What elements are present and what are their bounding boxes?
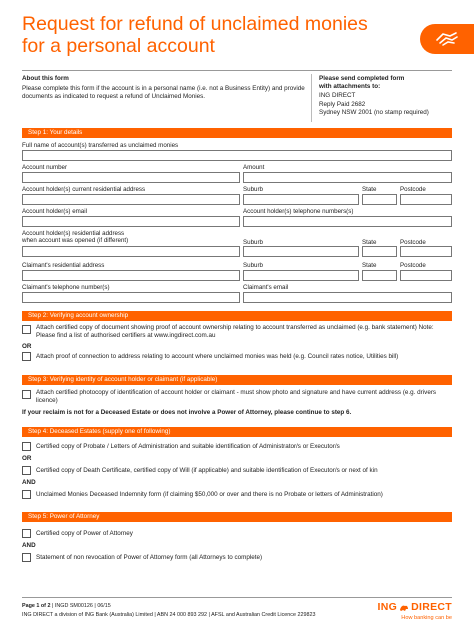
address-opened-label-2: when account was opened (if different) [22, 237, 129, 244]
about-heading: About this form [22, 75, 69, 82]
step2-opt2-text: Attach proof of connection to address relating to account where unclaimed monies was held (e.g. Council rates notice, Utilities bill) [36, 353, 399, 360]
step4-opt2-checkbox[interactable] [22, 466, 31, 475]
hand-icon [434, 30, 460, 48]
claimant-email-label: Claimant's email [243, 284, 289, 291]
postcode-label-3: Postcode [400, 262, 426, 269]
claimant-phone-label: Claimant's telephone number(s) [22, 284, 110, 291]
step4-opt2-text: Certified copy of Death Certificate, certified copy of Will (if applicable) and suitable identification of Executor/s or next of kin [36, 467, 378, 474]
footer-legal: ING DIRECT a division of ING Bank (Australia) Limited | ABN 24 000 893 292 | AFSL and Australian Credit Licence 229823 [22, 612, 316, 618]
step1-header: Step 1: Your details [22, 128, 452, 138]
send-heading-2: with attachments to: [319, 83, 381, 91]
form-code: | INGD SM00126 | 06/15 [51, 603, 111, 609]
title-line-2: for a personal account [22, 35, 215, 57]
state-field-1[interactable] [362, 194, 397, 205]
account-number-field[interactable] [22, 172, 240, 183]
brand-tagline: How banking can be [401, 615, 452, 621]
state-label-2: State [362, 239, 377, 246]
step5-opt1-text: Certified copy of Power of Attorney [36, 530, 133, 537]
step3-opt1-checkbox[interactable] [22, 390, 31, 399]
step4-opt3-text: Unclaimed Monies Deceased Indemnity form (if claiming $50,000 or over and there is no Probate or letters of Administration) [36, 491, 383, 498]
send-addr-2: Reply Paid 2682 [319, 100, 366, 108]
postcode-label-1: Postcode [400, 186, 426, 193]
send-addr-3: Sydney NSW 2001 (no stamp required) [319, 108, 429, 116]
address-opened-label-1: Account holder(s) residential address [22, 230, 125, 237]
logo-tab [420, 24, 474, 54]
full-name-field[interactable] [22, 150, 452, 161]
send-section [319, 75, 459, 117]
postcode-label-2: Postcode [400, 239, 426, 246]
email-field[interactable] [22, 216, 240, 227]
postcode-field-1[interactable] [400, 194, 452, 205]
step4-opt1-text: Certified copy of Probate / Letters of Administration and suitable identification of Administrator/s or Executor/s [36, 443, 340, 450]
step4-opt1-checkbox[interactable] [22, 442, 31, 451]
brand-left: ING [377, 601, 398, 613]
footer-page-info [22, 603, 111, 610]
amount-label: Amount [243, 164, 265, 171]
amount-field[interactable] [243, 172, 452, 183]
suburb-label-1: Suburb [243, 186, 263, 193]
title-line-1: Request for refund of unclaimed monies [22, 13, 368, 35]
send-addr-1: ING DIRECT [319, 92, 356, 100]
step2-or: OR [22, 343, 32, 350]
current-address-field[interactable] [22, 194, 240, 205]
step2-opt1-checkbox[interactable] [22, 325, 31, 334]
claimant-address-field[interactable] [22, 270, 240, 281]
email-label: Account holder(s) email [22, 208, 87, 215]
step5-opt1-checkbox[interactable] [22, 529, 31, 538]
step5-opt2-text: Statement of non revocation of Power of Attorney form (all Attorneys to complete) [36, 554, 263, 561]
suburb-field-3[interactable] [243, 270, 359, 281]
step4-opt3-checkbox[interactable] [22, 490, 31, 499]
step3-header: Step 3: Verifying identity of account holder or claimant (if applicable) [22, 375, 452, 385]
account-number-label: Account number [22, 164, 68, 171]
page-title [22, 13, 402, 57]
step5-header: Step 5: Power of Attorney [22, 512, 452, 522]
brand-right: DIRECT [411, 601, 452, 613]
step3-note: If your reclaim is not for a Deceased Estate or does not involve a Power of Attorney, please continue to step 6. [22, 409, 352, 416]
step2-opt2-checkbox[interactable] [22, 352, 31, 361]
full-name-label: Full name of account(s) transferred as unclaimed monies [22, 142, 179, 149]
step5-opt2-checkbox[interactable] [22, 553, 31, 562]
suburb-field-1[interactable] [243, 194, 359, 205]
address-opened-field[interactable] [22, 246, 240, 257]
brand-logo [378, 601, 452, 613]
telephone-label: Account holder(s) telephone numbers(s) [243, 208, 354, 215]
claimant-address-label: Claimant's residential address [22, 262, 105, 269]
step3-opt1-text: Attach certified photocopy of identification of account holder or claimant - must show photo and signature and have current address (e.g. drivers licence) [36, 389, 437, 404]
header-divider [22, 70, 452, 71]
suburb-field-2[interactable] [243, 246, 359, 257]
suburb-label-3: Suburb [243, 262, 263, 269]
step2-opt1-text: Attach certified copy of document showing proof of account ownership relating to account transferred as unclaimed (e.g. bank statement) Note: Please find a list of authorised certifiers at www.ingdirect.com.au [36, 324, 434, 339]
page-number: Page 1 of 2 [22, 603, 51, 609]
current-address-label: Account holder(s) current residential address [22, 186, 146, 193]
step2-header: Step 2: Verifying account ownership [22, 311, 452, 321]
step4-or: OR [22, 455, 32, 462]
step4-and: AND [22, 479, 36, 486]
suburb-label-2: Suburb [243, 239, 263, 246]
vertical-divider [311, 74, 312, 122]
footer-divider [22, 597, 452, 598]
postcode-field-2[interactable] [400, 246, 452, 257]
send-heading-1: Please send completed form [319, 75, 405, 82]
lion-icon [399, 603, 409, 612]
state-field-3[interactable] [362, 270, 397, 281]
telephone-field[interactable] [243, 216, 452, 227]
about-section [22, 75, 307, 102]
state-field-2[interactable] [362, 246, 397, 257]
claimant-phone-field[interactable] [22, 292, 240, 303]
state-label-1: State [362, 186, 377, 193]
about-body: Please complete this form if the account is in a personal name (i.e. not a Business Entity) and provide documents as indicated to request a refund of Unclaimed Monies. [22, 85, 305, 101]
step4-header: Step 4: Deceased Estates (supply one of following) [22, 427, 452, 437]
step5-and: AND [22, 542, 36, 549]
state-label-3: State [362, 262, 377, 269]
postcode-field-3[interactable] [400, 270, 452, 281]
claimant-email-field[interactable] [243, 292, 452, 303]
